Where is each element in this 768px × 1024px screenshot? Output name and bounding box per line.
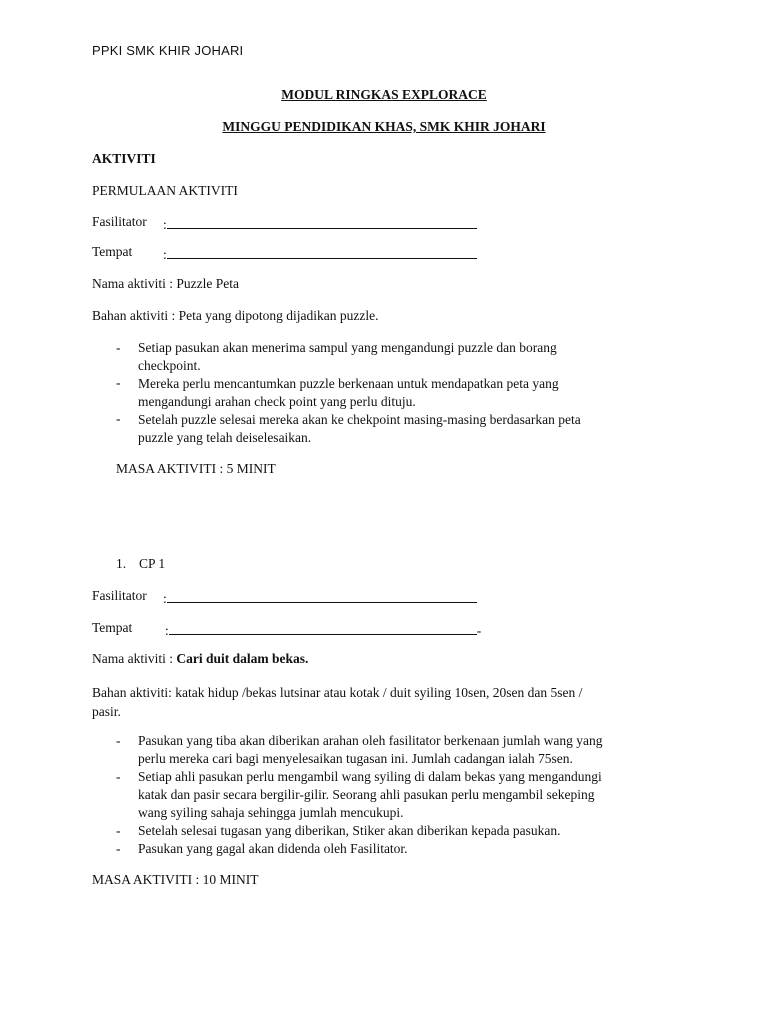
section1-bahan-aktiviti [92,308,378,324]
section2-heading: CP 1 [139,556,166,571]
section1-fasilitator-row [92,214,147,230]
section2-nama-aktiviti [92,651,308,667]
bahan-label: Bahan aktiviti : [92,308,179,323]
section2-fasilitator-field[interactable] [163,588,477,607]
document-title: MODUL RINGKAS EXPLORACE [281,87,487,102]
page-header: PPKI SMK KHIR JOHARI [92,43,244,58]
section1-heading: PERMULAAN AKTIVITI [92,183,238,198]
list-item-line: Setiap pasukan akan menerima sampul yang mengandungi puzzle dan borang [138,340,557,355]
tempat-label: Tempat [92,620,133,635]
list-item-line: puzzle yang telah deiselesaikan. [138,430,312,445]
list-item [138,375,678,411]
list-item-line: katak dan pasir secara bergilir-gilir. Seorang ahli pasukan perlu mengambil sekeping [138,787,595,802]
nama-label: Nama aktiviti : [92,276,177,291]
bullet-dash: - [116,340,121,355]
list-item-line: perlu mereka cari bagi menyelesaikan tugasan ini. Jumlah cadangan ialah 75sen. [138,751,573,766]
aktiviti-heading: AKTIVITI [92,151,156,166]
fill-in-line [169,620,477,635]
nama-label: Nama aktiviti : [92,651,177,666]
colon: : [163,591,167,606]
nama-value: Cari duit dalam bekas. [176,651,309,666]
list-item [138,411,678,447]
fasilitator-label: Fasilitator [92,588,147,603]
bullet-dash: - [116,733,121,748]
section2-number: 1. [116,556,127,571]
list-item [138,732,678,768]
fill-in-line [167,214,477,229]
section1-nama-aktiviti [92,276,239,292]
list-item-line: Setelah puzzle selesai mereka akan ke chekpoint masing-masing berdasarkan peta [138,412,581,427]
bullet-dash: - [116,823,121,838]
section1-masa-aktiviti: MASA AKTIVITI : 5 MINIT [116,461,276,476]
list-item [138,768,678,822]
nama-value: Puzzle Peta [176,276,239,291]
colon: : [163,217,167,232]
fasilitator-label: Fasilitator [92,214,147,229]
list-item-line: Setiap ahli pasukan perlu mengambil wang syiling di dalam bekas yang mengandungi [138,769,602,784]
list-item-line: Setelah selesai tugasan yang diberikan, Stiker akan diberikan kepada pasukan. [138,823,561,838]
section2-masa-aktiviti: MASA AKTIVITI : 10 MINIT [92,872,259,887]
list-item-line: Pasukan yang gagal akan didenda oleh Fasilitator. [138,841,408,856]
section2-tempat-row [92,620,132,636]
list-item-line: Mereka perlu mencantumkan puzzle berkenaan untuk mendapatkan peta yang [138,376,559,391]
bahan-value: Peta yang dipotong dijadikan puzzle. [178,308,379,323]
bullet-dash: - [116,411,121,426]
colon: : [165,623,169,638]
fill-in-line [167,244,477,259]
list-item [138,339,678,375]
section1-fasilitator-field[interactable] [163,214,477,233]
list-item-line: Pasukan yang tiba akan diberikan arahan oleh fasilitator berkenaan jumlah wang yang [138,733,603,748]
trailing-dash: - [476,623,482,638]
document-subtitle: MINGGU PENDIDIKAN KHAS, SMK KHIR JOHARI [222,119,546,134]
list-item-line: mengandungi arahan check point yang perlu dituju. [138,394,416,409]
section2-fasilitator-row [92,588,147,604]
section2-tempat-field[interactable] [165,620,481,639]
bullet-dash: - [116,375,121,390]
bullet-dash: - [116,841,121,856]
fill-in-line [167,588,477,603]
bahan-line: pasir. [92,704,121,719]
list-item [138,840,678,858]
section1-tempat-row [92,244,132,260]
list-item [138,822,678,840]
list-item-line: checkpoint. [138,358,201,373]
list-item-line: wang syiling sahaja sehingga jumlah mencukupi. [138,805,404,820]
section2-bahan-aktiviti [92,683,582,721]
colon: : [163,247,167,262]
tempat-label: Tempat [92,244,133,259]
bullet-dash: - [116,769,121,784]
section1-tempat-field[interactable] [163,244,477,263]
bahan-line: Bahan aktiviti: katak hidup /bekas lutsinar atau kotak / duit syiling 10sen, 20sen dan 5sen / [92,685,583,700]
